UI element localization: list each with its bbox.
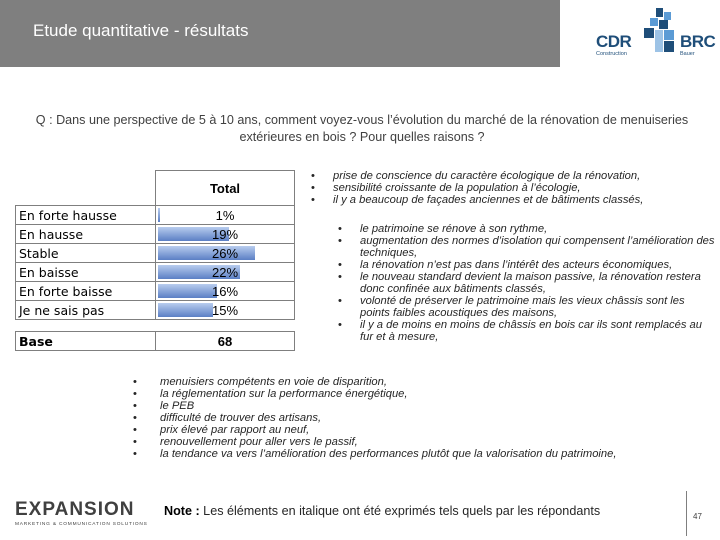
- logo-mark-icon: [636, 6, 682, 58]
- row-label: En forte baisse: [16, 282, 156, 301]
- table-row: [16, 263, 295, 282]
- footnote-text: Les éléments en italique ont été exprimés tels quels par les répondants: [199, 504, 601, 518]
- expansion-logo: [13, 499, 148, 529]
- table-row: [16, 244, 295, 263]
- footnote-label: Note :: [164, 504, 200, 518]
- row-value: 26%: [211, 245, 239, 261]
- value-bar: [158, 246, 255, 260]
- list-item: • renouvellement pour aller vers le passif,: [160, 436, 700, 448]
- list-item: • le patrimoine se rénove à son rythme,: [360, 223, 715, 235]
- results-table: [15, 170, 295, 351]
- table-column-header: Total: [156, 171, 295, 206]
- row-value: 15%: [211, 302, 239, 318]
- row-label: Stable: [16, 244, 156, 263]
- reasons-baisse-list: [160, 376, 700, 460]
- table-row: [16, 282, 295, 301]
- row-value-cell: [156, 244, 295, 263]
- list-item: • volonté de préserver le patrimoine mais les vieux châssis sont les points faibles acoustiques des maisons,: [360, 295, 715, 319]
- list-item: • la tendance va vers l’amélioration des performances plutôt que la valorisation du patrimoine,: [160, 448, 700, 460]
- logo-cdr-text: CDR: [596, 32, 632, 51]
- list-item: • il y a beaucoup de façades anciennes et de bâtiments classés,: [333, 194, 663, 206]
- value-bar: [158, 284, 217, 298]
- expansion-logo-subtext: MARKETING & COMMUNICATION SOLUTIONS: [15, 522, 148, 527]
- footnote: [164, 504, 600, 518]
- table-row: [16, 206, 295, 225]
- list-item: • il y a de moins en moins de châssis en bois car ils sont remplacés au fur et à mesure,: [360, 319, 715, 343]
- list-item: • augmentation des normes d’isolation qui compensent l’amélioration des techniques,: [360, 235, 715, 259]
- list-item: • la réglementation sur la performance énergétique,: [160, 388, 700, 400]
- row-value: 16%: [211, 283, 239, 299]
- list-item: • sensibilité croissante de la population à l’écologie,: [333, 182, 663, 194]
- row-value-cell: [156, 282, 295, 301]
- row-value: 19%: [211, 226, 239, 242]
- value-bar: [158, 208, 160, 222]
- list-item: • le nouveau standard devient la maison passive, la rénovation restera donc confinée aux bâtiments classés,: [360, 271, 715, 295]
- expansion-logo-text: EXPANSION: [15, 499, 135, 520]
- list-item: • le PEB: [160, 400, 700, 412]
- logo-brc-subtext: Bauer: [680, 51, 695, 57]
- row-label: En baisse: [16, 263, 156, 282]
- spacer-cell: [16, 320, 156, 332]
- table-header-empty: [16, 171, 156, 206]
- logo-cdr-subtext: Construction: [596, 51, 627, 57]
- value-bar: [158, 303, 213, 317]
- footer-divider: [686, 491, 687, 536]
- table-base-row: [16, 332, 295, 351]
- row-label: Je ne sais pas: [16, 301, 156, 320]
- row-value: 22%: [211, 264, 239, 280]
- table-row: [16, 301, 295, 320]
- table-row: [16, 225, 295, 244]
- row-label: En hausse: [16, 225, 156, 244]
- survey-question: Q : Dans une perspective de 5 à 10 ans, comment voyez-vous l’évolution du marché de la rénovation de menuiseries extérieures en bois ? Pour quelles raisons ?: [35, 113, 689, 144]
- row-value-cell: [156, 263, 295, 282]
- reasons-hausse-list: [333, 170, 663, 206]
- table-header-row: [16, 171, 295, 206]
- page-title: Etude quantitative - résultats: [33, 21, 249, 40]
- row-value-cell: [156, 301, 295, 320]
- row-value-cell: [156, 225, 295, 244]
- reasons-stable-list: [360, 223, 715, 343]
- list-item: • la rénovation n’est pas dans l’intérêt des acteurs économiques,: [360, 259, 715, 271]
- page-number: 47: [693, 512, 702, 521]
- list-item: • prise de conscience du caractère écologique de la rénovation,: [333, 170, 663, 182]
- base-label: Base: [16, 332, 156, 351]
- cdr-brc-logo: [588, 6, 716, 66]
- row-value: 1%: [215, 207, 235, 223]
- list-item: • menuisiers compétents en voie de disparition,: [160, 376, 700, 388]
- base-value: 68: [156, 332, 295, 351]
- title-bar: [0, 0, 560, 67]
- table-spacer-row: [16, 320, 295, 332]
- spacer-cell: [156, 320, 295, 332]
- row-value-cell: [156, 206, 295, 225]
- row-label: En forte hausse: [16, 206, 156, 225]
- list-item: • difficulté de trouver des artisans,: [160, 412, 700, 424]
- logo-brc-text: BRC: [680, 32, 716, 51]
- list-item: • prix élevé par rapport au neuf,: [160, 424, 700, 436]
